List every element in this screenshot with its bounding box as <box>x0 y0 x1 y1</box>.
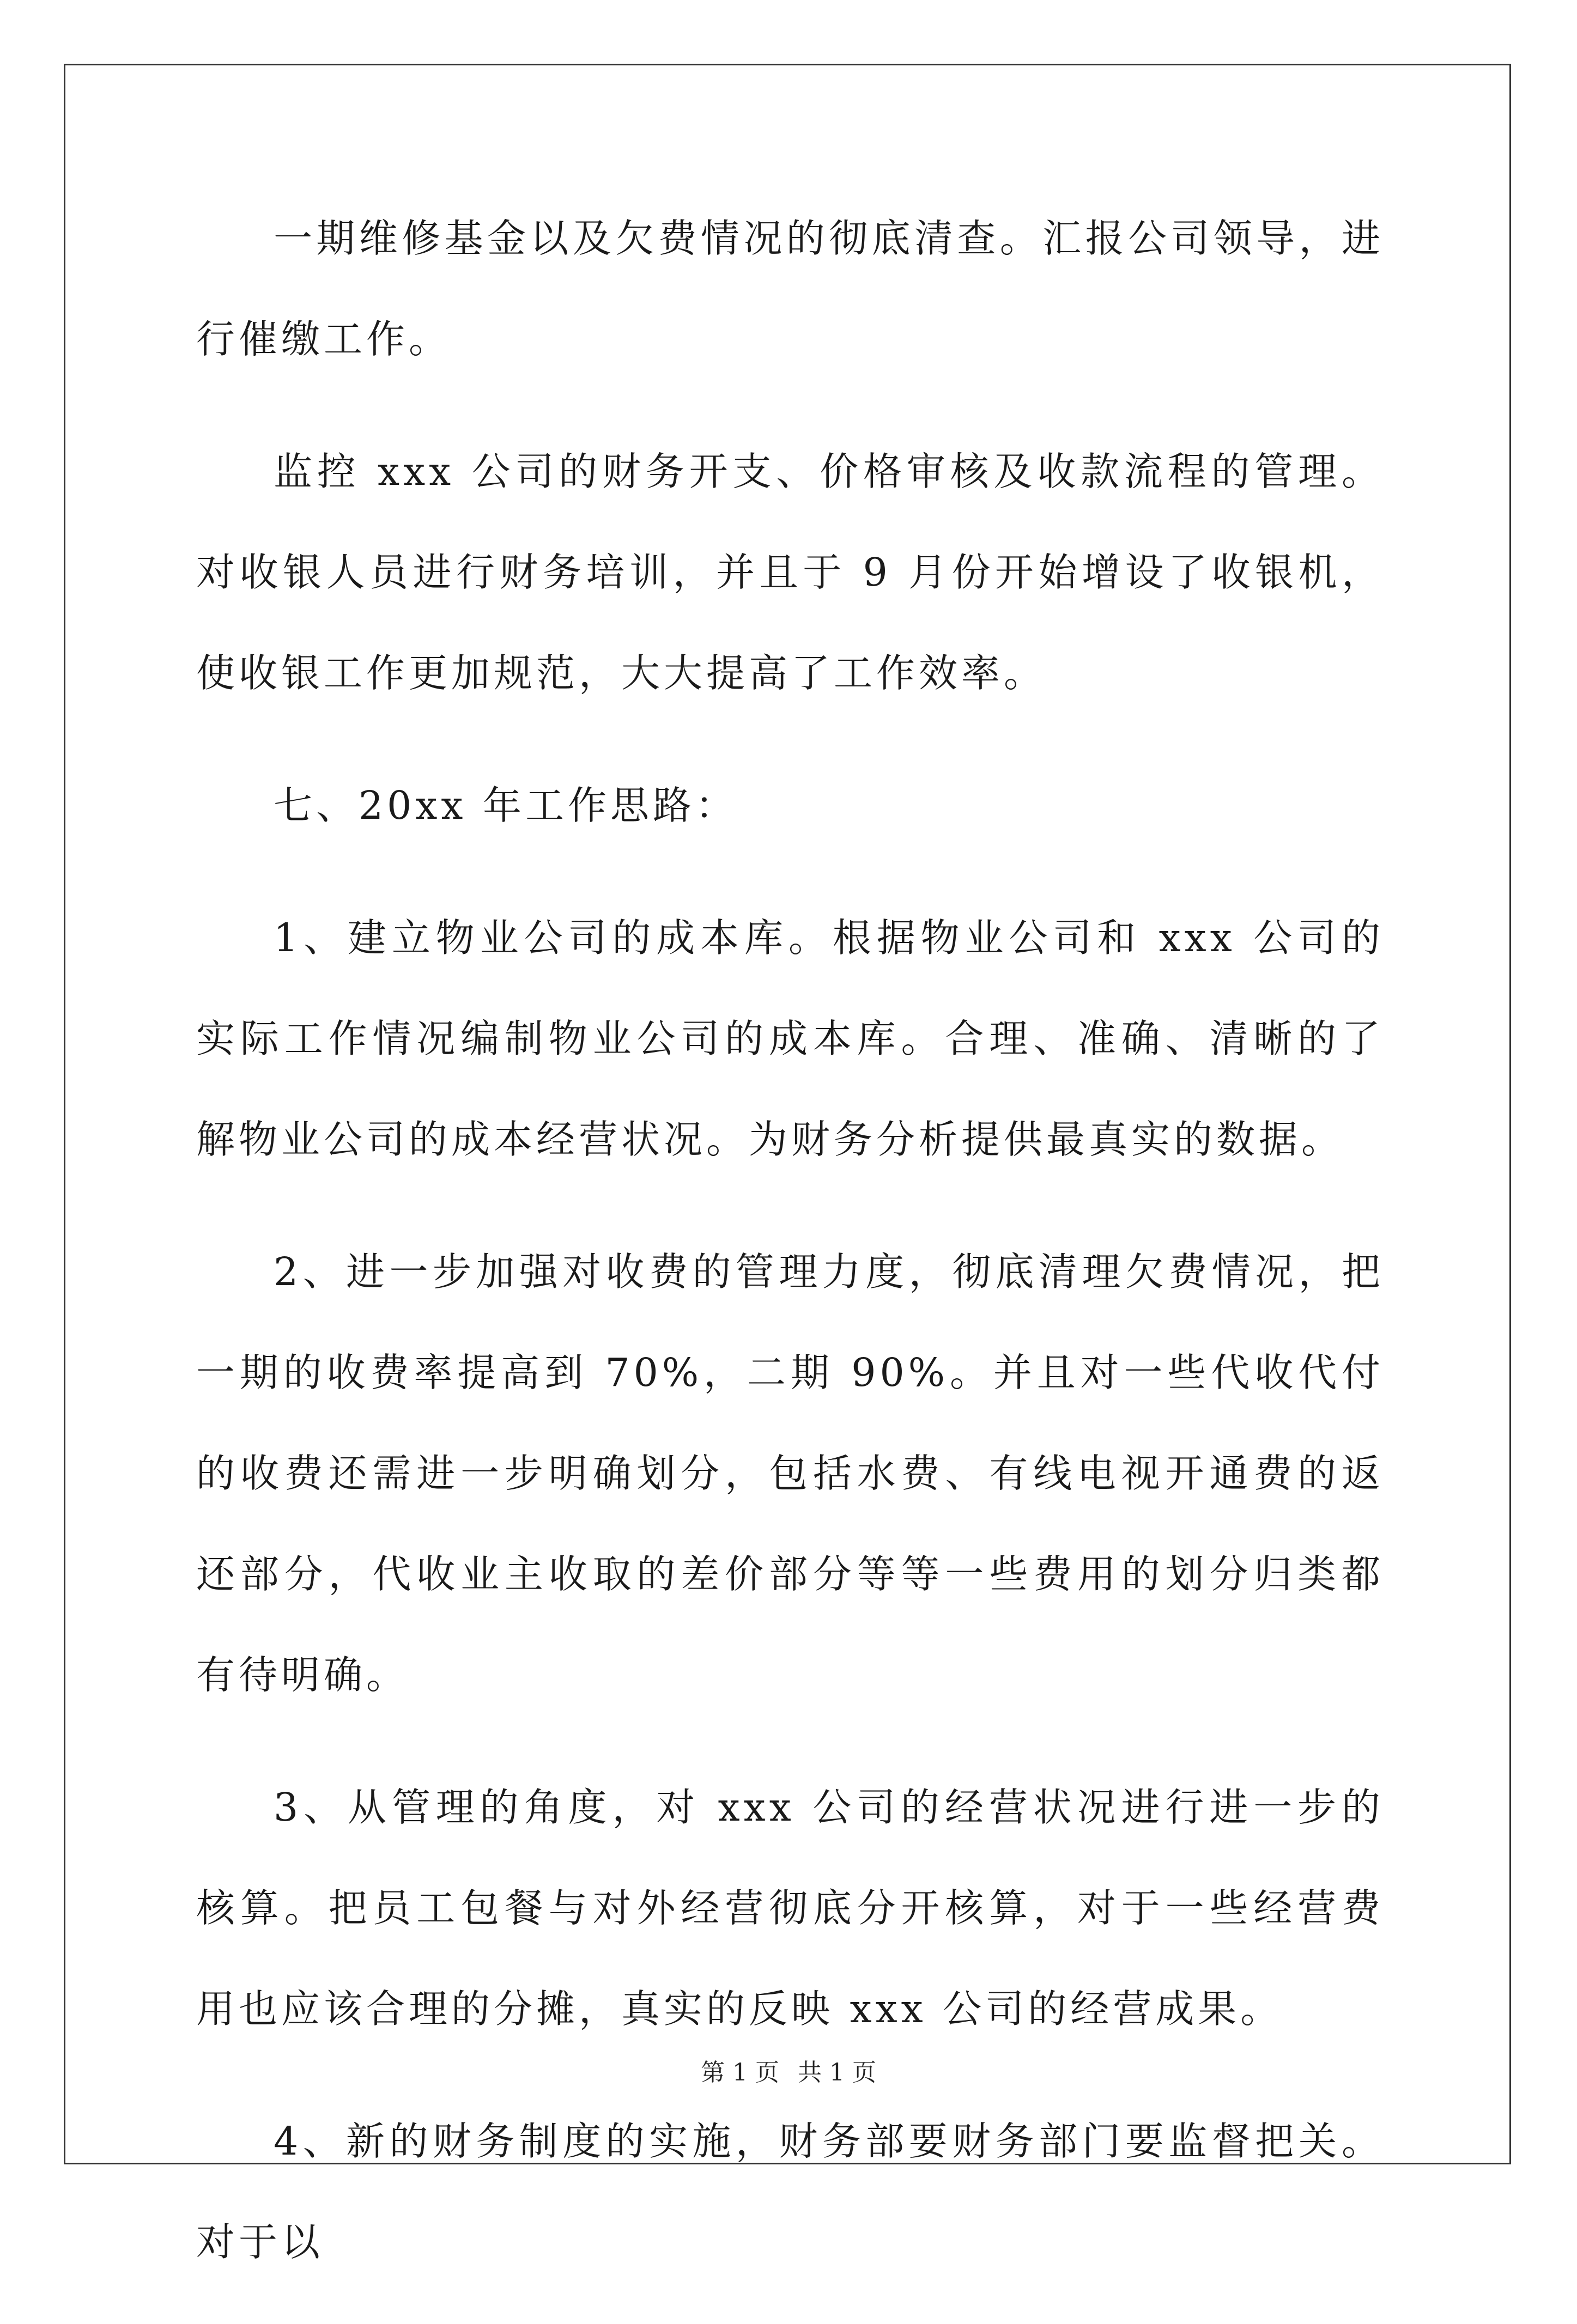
page-number-total: 共 1 页 <box>798 2059 876 2086</box>
paragraph-1: 一期维修基金以及欠费情况的彻底清查。汇报公司领导，进行催缴工作。 <box>196 216 1384 362</box>
paragraph-4: 1、建立物业公司的成本库。根据物业公司和 xxx 公司的实际工作情况编制物业公司的成本库。合理、准确、清晰的了解物业公司的成本经营状况。为财务分析提供最真实的数据。 <box>196 915 1384 1162</box>
page-number-current: 第 1 页 <box>701 2059 779 2086</box>
document-body <box>196 188 1384 2324</box>
paragraph-2: 监控 xxx 公司的财务开支、价格审核及收款流程的管理。对收银人员进行财务培训，并且于 9 月份开始增设了收银机，使收银工作更加规范，大大提高了工作效率。 <box>196 449 1384 696</box>
page-footer <box>0 2057 1577 2089</box>
paragraph-6: 3、从管理的角度，对 xxx 公司的经营状况进行进一步的核算。把员工包餐与对外经营彻底分开核算，对于一些经营费用也应该合理的分摊，真实的反映 xxx 公司的经营成果。 <box>196 1785 1384 2031</box>
paragraph-7: 4、新的财务制度的实施，财务部要财务部门要监督把关。对于以 <box>196 2119 1384 2265</box>
paragraph-5: 2、进一步加强对收费的管理力度，彻底清理欠费情况，把一期的收费率提高到 70%，二期 90%。并且对一些代收代付的收费还需进一步明确划分，包括水费、有线电视开通费的返还部分，代收业主收取的差价部分等等一些费用的划分归类都有待明确。 <box>196 1249 1384 1698</box>
paragraph-3-heading: 七、20xx 年工作思路： <box>274 783 738 828</box>
